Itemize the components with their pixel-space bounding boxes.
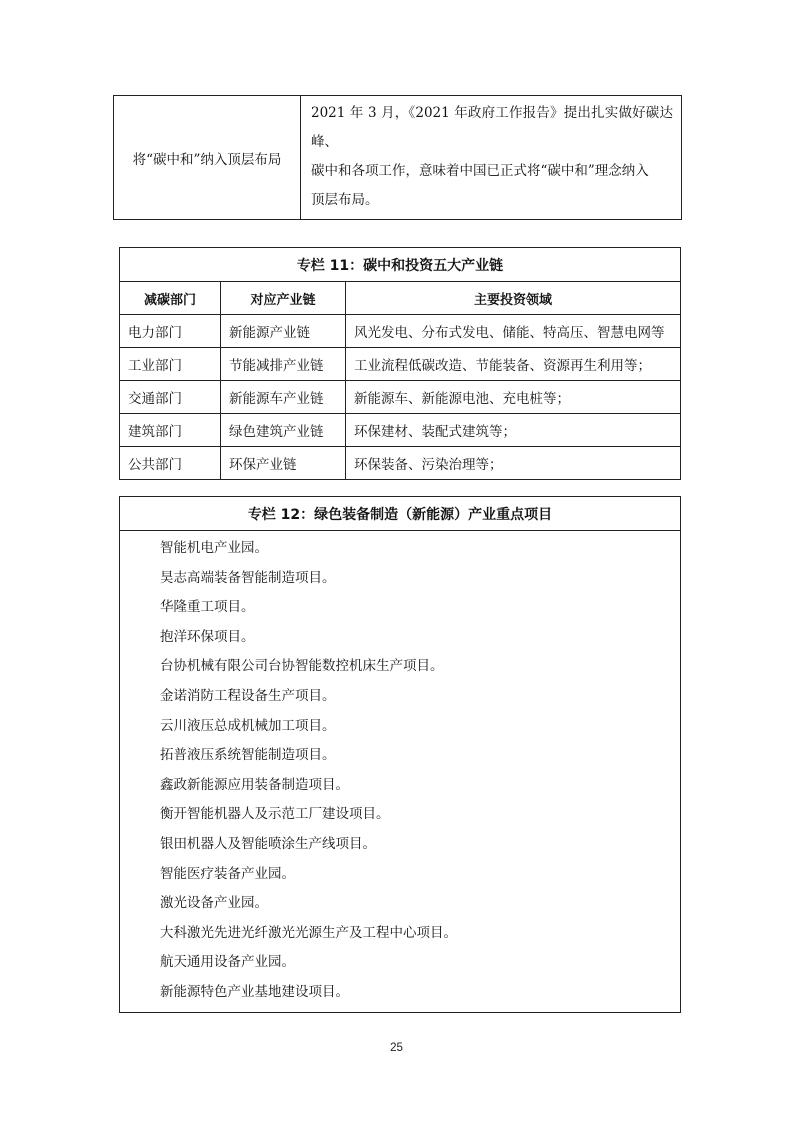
table-row (114, 96, 682, 220)
table-row (120, 348, 681, 381)
column-header-investment: 主要投资领域 (346, 282, 681, 315)
key-projects-table (119, 496, 681, 1013)
table-title-row (120, 497, 681, 531)
list-item: 航天通用设备产业园。 (160, 954, 295, 971)
description-line: 2021 年 3 月，《2021 年政府工作报告》提出扎实做好碳达峰、 (311, 105, 673, 150)
table-title: 专栏 12：绿色装备制造（新能源）产业重点项目 (120, 497, 681, 531)
table-header-row (120, 282, 681, 315)
sector-cell: 工业部门 (120, 348, 221, 381)
chain-cell: 新能源产业链 (221, 315, 346, 348)
list-item: 大科激光先进光纤激光光源生产及工程中心项目。 (160, 924, 457, 941)
table-title: 专栏 11：碳中和投资五大产业链 (120, 248, 681, 282)
list-item: 银田机器人及智能喷涂生产线项目。 (160, 835, 376, 852)
project-list (120, 531, 681, 1013)
list-item: 台协机械有限公司台协智能数控机床生产项目。 (160, 658, 444, 675)
list-item: 智能机电产业园。 (160, 540, 268, 556)
list-item: 华隆重工项目。 (160, 599, 255, 616)
column-header-chain: 对应产业链 (221, 282, 346, 315)
carbon-neutral-table (113, 95, 682, 220)
chain-cell: 绿色建筑产业链 (221, 414, 346, 447)
table-title-row (120, 248, 681, 282)
list-item: 云川液压总成机械加工项目。 (160, 717, 336, 734)
investment-cell: 工业流程低碳改造、节能装备、资源再生利用等； (346, 348, 681, 381)
table-row (120, 447, 681, 480)
description-line: 碳中和各项工作，意味着中国已正式将“碳中和”理念纳入 (311, 163, 649, 179)
table-row (120, 414, 681, 447)
investment-cell: 新能源车、新能源电池、充电桩等； (346, 381, 681, 414)
list-item: 鑫政新能源应用装备制造项目。 (160, 776, 349, 793)
page-number: 25 (390, 1042, 403, 1054)
investment-cell: 环保建材、装配式建筑等； (346, 414, 681, 447)
list-item: 昊志高端装备智能制造项目。 (160, 569, 336, 586)
investment-cell: 风光发电、分布式发电、储能、特高压、智慧电网等 (346, 315, 681, 348)
sector-cell: 建筑部门 (120, 414, 221, 447)
list-item: 衡开智能机器人及示范工厂建设项目。 (160, 806, 390, 823)
investment-cell: 环保装备、污染治理等； (346, 447, 681, 480)
row-description (301, 96, 682, 220)
list-item: 拓普液压系统智能制造项目。 (160, 747, 336, 764)
column-header-sector: 减碳部门 (120, 282, 221, 315)
sector-cell: 交通部门 (120, 381, 221, 414)
chain-cell: 新能源车产业链 (221, 381, 346, 414)
sector-cell: 电力部门 (120, 315, 221, 348)
table-row (120, 315, 681, 348)
table-row (120, 531, 681, 1013)
industry-chain-table (119, 247, 681, 480)
list-item: 金诺消防工程设备生产项目。 (160, 687, 336, 704)
table-row (120, 381, 681, 414)
row-label: 将“碳中和”纳入顶层布局 (114, 96, 301, 220)
list-item: 智能医疗装备产业园。 (160, 865, 295, 882)
chain-cell: 环保产业链 (221, 447, 346, 480)
list-item: 抱洋环保项目。 (160, 628, 255, 645)
chain-cell: 节能减排产业链 (221, 348, 346, 381)
sector-cell: 公共部门 (120, 447, 221, 480)
list-item: 新能源特色产业基地建设项目。 (160, 983, 349, 1000)
description-line: 顶层布局。 (311, 192, 379, 208)
list-item: 激光设备产业园。 (160, 895, 268, 912)
